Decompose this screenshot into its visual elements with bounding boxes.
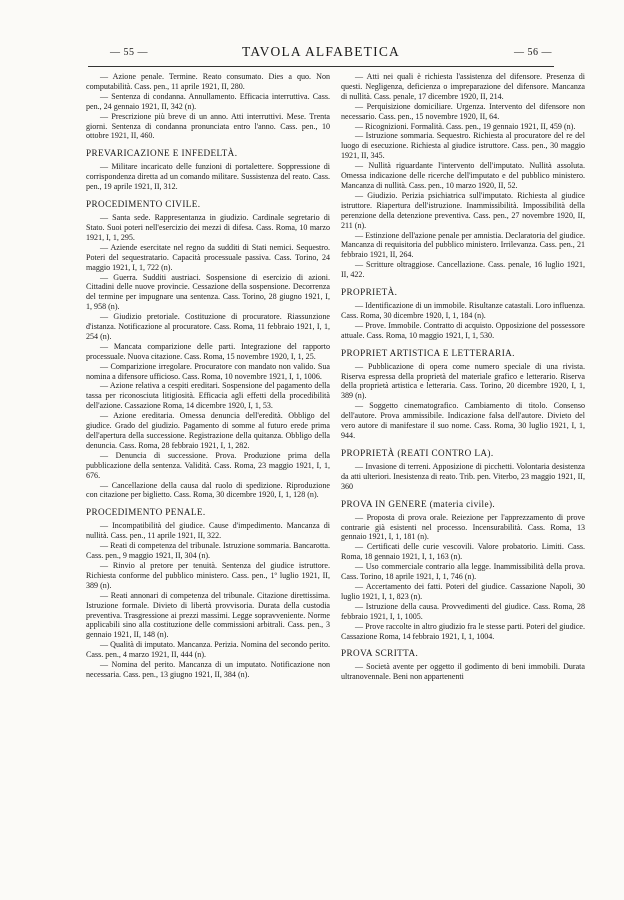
index-entry: — Estinzione dell'azione penale per amnistia. Declaratoria del giudice. Mancanza di requisitoria del pubblico ministero. Irrilevanza. Cass. pen., 21 febbraio 1921, II, 264. bbox=[341, 230, 585, 260]
section-heading: PREVARICAZIONE E INFEDELTÀ. bbox=[86, 148, 238, 159]
index-entry: — Mancata comparizione delle parti. Integrazione del rapporto processuale. Nuova citazione. Cass. Roma, 15 novembre 1920, I, 1, 25. bbox=[86, 341, 330, 361]
index-entry: — Giudizio. Perizia psichiatrica sull'imputato. Richiesta al giudice istruttore. Riapertura dell'istruzione. Inammissibilità. Impossibilità della perenzione della detenzione preventiva. Cass. pen., 27 novembre 1920, II, 211 (n). bbox=[341, 190, 585, 230]
index-entry: — Prove raccolte in altro giudizio fra le stesse parti. Poteri del giudice. Cassazione Roma, 14 febbraio 1921, I, 1, 1004. bbox=[341, 621, 585, 641]
index-entry: — Prescrizione più breve di un anno. Atti interruttivi. Mese. Trenta giorni. Sentenza di condanna pronunciata entro l'anno. Cass. pen., 10 ottobre 1921, II, 460. bbox=[86, 111, 330, 141]
index-entry: — Reati di competenza del tribunale. Istruzione sommaria. Bancarotta. Cass. pen., 9 maggio 1921, II, 304 (n). bbox=[86, 541, 330, 561]
section-heading: PROVA IN GENERE (materia civile). bbox=[341, 498, 496, 509]
index-entry: — Rinvio al pretore per tenuità. Sentenza del giudice istruttore. Richiesta conforme del pubblico ministero. Cass. pen., 1º luglio 1921, II, 389 (n). bbox=[86, 560, 330, 590]
index-entry: — Giudizio pretoriale. Costituzione di procuratore. Riassunzione d'istanza. Notificazione al procuratore. Cass. Roma, 11 febbraio 1921, I, 1, 254 (n). bbox=[86, 312, 330, 341]
section-heading: PROPRIETÀ (REATI CONTRO LA). bbox=[341, 447, 494, 458]
index-entry: — Certificati delle curie vescovili. Valore probatorio. Limiti. Cass. Roma, 18 gennaio 1921, I, 1, 163 (n). bbox=[341, 542, 585, 562]
index-entry: — Nullità riguardante l'intervento dell'imputato. Nullità assoluta. Omessa indicazione delle ricerche dell'imputato e del pubblico ministero. Mancanza di nullità. Cass. pen., 10 marzo 1920, II, 52. bbox=[341, 161, 585, 190]
index-entry: — Incompatibilità del giudice. Cause d'impedimento. Mancanza di nullità. Cass. pen., 11 aprile 1921, II, 322. bbox=[86, 521, 330, 541]
index-entry: — Comparizione irregolare. Procuratore con mandato non valido. Sua nomina a difensore ufficioso. Cass. Roma, 10 novembre 1921, I, 1, 1006. bbox=[86, 361, 330, 381]
index-entry: — Scritture oltraggiose. Cancellazione. Cass. penale, 16 luglio 1921, II, 422. bbox=[341, 260, 585, 280]
index-entry: — Nomina del perito. Mancanza di un imputato. Notificazione non necessaria. Cass. pen., 13 giugno 1921, II, 384 (n). bbox=[86, 660, 330, 679]
right-column bbox=[341, 72, 585, 872]
index-entry: — Uso commerciale contrario alla legge. Inammissibilità della prova. Cass. Torino, 18 aprile 1921, I, 1, 746 (n). bbox=[341, 562, 585, 582]
page-title: TAVOLA ALFABETICA bbox=[242, 44, 400, 59]
index-entry: — Azione relativa a cespiti ereditari. Sospensione del pagamento della tassa per riconosciuta litigiosità. Efficacia agli effetti della procedibilità dell'azione. Cassazione Roma, 14 dicembre 1920, I, 1, 53. bbox=[86, 381, 330, 411]
section-heading: PROVA SCRITTA. bbox=[341, 648, 419, 659]
index-entry: — Soggetto cinematografico. Cambiamento di titolo. Consenso dell'autore. Prova ammissibile. Indicazione falsa dell'autore. Divieto del vero autore di manifestare il suo nome. Cass. Roma, 30 luglio 1921, I, 1, 944. bbox=[341, 401, 585, 440]
index-entry: — Istruzione della causa. Provvedimenti del giudice. Cass. Roma, 28 febbraio 1921, I, 1, 1005. bbox=[341, 601, 585, 621]
index-entry: — Denuncia di successione. Prova. Produzione prima della pubblicazione della sentenza. Validità. Cass. Roma, 23 maggio 1921, I, 1, 676. bbox=[86, 450, 330, 480]
index-entry: — Prove. Immobile. Contratto di acquisto. Opposizione del possessore attuale. Cass. Roma, 10 maggio 1921, I, 1, 530. bbox=[341, 320, 585, 340]
index-entry: — Azione ereditaria. Omessa denuncia dell'eredità. Obbligo del giudice. Grado del giudizio. Pagamento di somme al futuro erede prima dell'apertura della successione. Registrazione della quitanza. Obbligo della denuncia. Cass. Roma, 28 febbraio 1921, I, 1, 282. bbox=[86, 411, 330, 450]
index-entry: — Perquisizione domiciliare. Urgenza. Intervento del difensore non necessario. Cass. pen., 15 novembre 1920, II, 64. bbox=[341, 101, 585, 121]
index-entry: — Istruzione sommaria. Sequestro. Richiesta al procuratore del re del luogo di esecuzione. Richiesta al giudice istruttore. Cass. pen., 30 maggio 1921, II, 345. bbox=[341, 131, 585, 161]
index-entry: — Accertamento dei fatti. Poteri del giudice. Cassazione Napoli, 30 luglio 1921, I, 1, 823 (n). bbox=[341, 581, 585, 601]
index-entry: — Identificazione di un immobile. Risultanze catastali. Loro influenza. Cass. Roma, 30 dicembre 1920, I, 1, 184 (n). bbox=[341, 301, 585, 320]
index-entry: — Guerra. Sudditi austriaci. Sospensione di esercizio di azioni. Cittadini delle nuove provincie. Cessazione della sospensione. Decorrenza del termine per impugnare una sentenza. Cass. Torino, 28 giugno 1921, I, 1, 958 (n). bbox=[86, 272, 330, 312]
index-entry: — Reati annonari di competenza del tribunale. Citazione direttissima. Istruzione formale. Divieto di libertà provvisoria. Durata della custodia preventiva. Trasgressione ai prezzi massimi. Legge sopravveniente. Norme applicabili sino alla costituzione delle commissioni arbitrali. Cass. pen., 3 gennaio 1921, II, 148 (n). bbox=[86, 590, 330, 640]
section-heading: PROCEDIMENTO PENALE. bbox=[86, 507, 206, 518]
index-entry: — Aziende esercitate nel regno da sudditi di Stati nemici. Sequestro. Poteri del sequestratario. Capacità processuale passiva. Cass. Torino, 24 maggio 1921, I, 1, 722 (n). bbox=[86, 242, 330, 272]
index-entry: — Qualità di imputato. Mancanza. Perizia. Nomina del secondo perito. Cass. pen., 4 marzo 1921, II, 444 (n). bbox=[86, 640, 330, 660]
section-heading: PROCEDIMENTO CIVILE. bbox=[86, 199, 201, 210]
left-column bbox=[86, 72, 330, 872]
header-rule bbox=[88, 66, 554, 67]
page-header bbox=[88, 44, 554, 64]
index-entry: — Ricognizioni. Formalità. Cass. pen., 19 gennaio 1921, II, 459 (n). bbox=[355, 121, 576, 131]
index-entry: — Proposta di prova orale. Reiezione per l'apprezzamento di prove contrarie già esistenti nel processo. Incensurabilità. Cass. Roma, 13 gennaio 1921, I, 1, 181 (n). bbox=[341, 512, 585, 542]
page-number-right: — 56 — bbox=[514, 47, 552, 58]
index-entry: — Cancellazione della causa dal ruolo di spedizione. Riproduzione con citazione per biglietto. Cass. Roma, 30 dicembre 1920, I, 1, 128 (n). bbox=[86, 480, 330, 500]
index-entry: — Società avente per oggetto il godimento di beni immobili. Durata ultranovennale. Beni non appartenenti bbox=[341, 662, 585, 682]
page-number-left: — 55 — bbox=[110, 47, 148, 58]
index-entry: — Invasione di terreni. Apposizione di picchetti. Volontaria desistenza da atti ulteriori. Inesistenza di reato. Trib. pen. Viterbo, 23 maggio 1921, II, 360 bbox=[341, 461, 585, 491]
index-entry: — Militare incaricato delle funzioni di portalettere. Soppressione di corrispondenza diretta ad un comando militare. Sussistenza del reato. Cass. pen., 19 aprile 1921, II, 312. bbox=[86, 162, 330, 192]
index-entry: — Sentenza di condanna. Annullamento. Efficacia interruttiva. Cass. pen., 24 gennaio 1921, II, 342 (n). bbox=[86, 91, 330, 111]
index-entry: — Pubblicazione di opera come numero speciale di una rivista. Riserva espressa della proprietà del materiale grafico e letterario. Riserva della proprietà artistica e letteraria. Cass. Torino, 20 dicembre 1920, I, 1, 389 (n). bbox=[341, 361, 585, 401]
index-entry: — Santa sede. Rappresentanza in giudizio. Cardinale segretario di Stato. Suoi poteri nell'esercizio dei mezzi di difesa. Cass. Roma, 10 marzo 1921, I, 1, 295. bbox=[86, 213, 330, 242]
index-entry: — Azione penale. Termine. Reato consumato. Dies a quo. Non computabilità. Cass. pen., 11 aprile 1921, II, 280. bbox=[86, 72, 330, 91]
section-heading: PROPRIETÀ. bbox=[341, 287, 398, 298]
section-heading: PROPRIET ARTISTICA E LETTERARIA. bbox=[341, 347, 515, 358]
index-entry: — Atti nei quali è richiesta l'assistenza del difensore. Presenza di questi. Negligenza, deficienza o impreparazione del difensore. Mancanza di nullità. Cass. penale, 17 dicembre 1920, II, 214. bbox=[341, 72, 585, 101]
